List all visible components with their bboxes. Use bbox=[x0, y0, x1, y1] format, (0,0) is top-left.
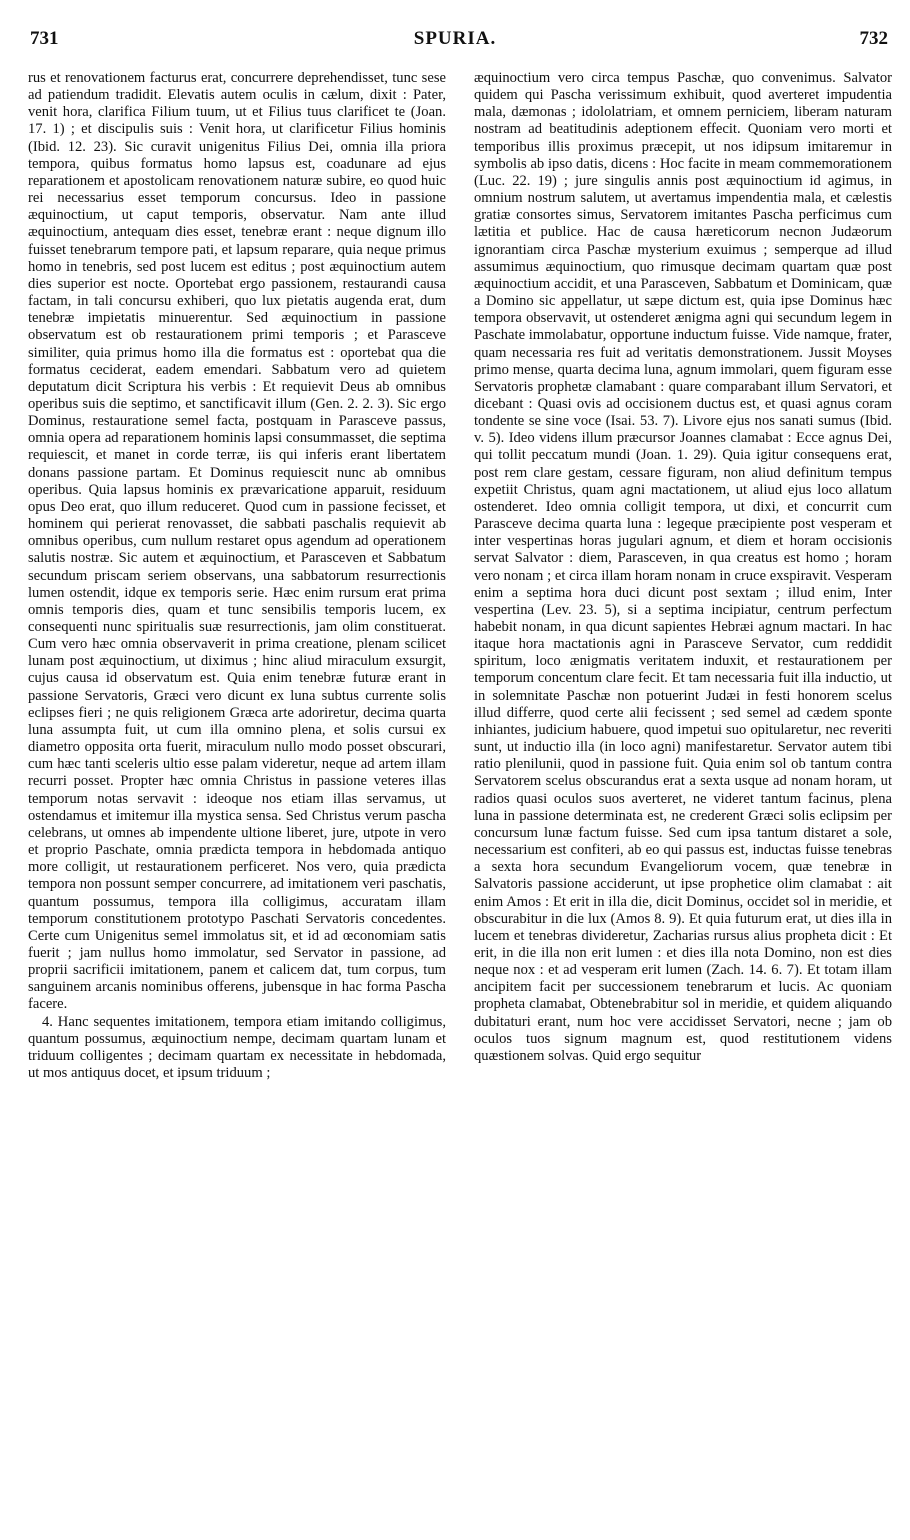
right-column bbox=[474, 70, 892, 1526]
page-number-left: 731 bbox=[30, 28, 59, 49]
running-title: SPURIA. bbox=[413, 28, 497, 49]
running-header bbox=[20, 10, 890, 49]
page-number-right: 732 bbox=[859, 28, 888, 49]
left-column bbox=[28, 70, 446, 1526]
column-gutter bbox=[455, 64, 456, 1526]
left-paragraph-2: 4. Hanc sequentes imitationem, tempora etiam imitando colligimus, quantum possumus, æquinoctium nempe, decimam quartam lunam et triduum colligentes ; decimam quartam ex necessitate in hebdomada, ut mos antiquus docet, et ipsum triduum ; bbox=[28, 1013, 446, 1082]
right-paragraph-1: æquinoctium vero circa tempus Paschæ, quo convenimus. Salvator quidem qui Pascha verissimum exhibuit, quod averteret impudentia mala, dæmonas ; idololatriam, et omnem perniciem, liberam naturam nostram ad beatitudinis adeptionem effecit. Quoniam vero morti et temporibus illis proximus præcepit, ut nos idipsum imitaremur in symbolis ab ipso datis, dicens : Hoc facite in meam commemorationem (Luc. 22. 19) ; jure singulis annis post æquinoctium id agimus, in omnium nostrum salutem, ut avertamus impendentia mala, et cælestis gratiæ consortes simus, Servatorem imitantes Pascha perficimus cum lætitia et publice. Hac de causa hæreticorum necnon Judæorum ignorantiam circa Paschæ mysterium exuimus ; semperque ad illud assumimus æquinoctium, quo rimusque decimam quartam quæ post æquinoctium accidit, et una Parasceven, Sabbatum et Dominicam, quæ a Domino sic appellatur, ut sæpe dictum est, quia ipse Dominus hæc tempora observavit, ut ostenderet ænigma agni qui secundum legem in Paschate immolabatur, opportune inductum fuisse. Vide namque, frater, quam necessaria res fuit ad veritatis demonstrationem. Jussit Moyses primo mense, quarta decima luna, agnum immolari, quem figuram esse Servatoris prophetæ clamabant : quare comparabant illum Servatori, et dicebant : Quasi ovis ad occisionem ductus est, et quasi agnus coram tondente se sine voce (Isai. 53. 7). Livore ejus nos sanati sumus (Ibid. v. 5). Ideo videns illum præcursor Joannes clamabat : Ecce agnus Dei, qui tollit peccatum mundi (Joan. 1. 29). Quia igitur consequens erat, post rem clare gestam, cessare figuram, non aliud definitum tempus expetiit Christus, quam agni mactationem, ut aliud ejus loco allatum ostenderet. Ideo omnia colligit tempora, ut dixi, et concurrit cum Parasceve decima quarta luna : legeque præcipiente post vesperam et inter vespertinas horas jugulari agnum, et diem et horam occisionis servat Salvator : diem, Parasceven, in qua creatus est homo ; horam vero nonam ; et circa illam horam nonam in cruce exspiravit. Vesperam enim a septima hora duci dicunt post sextam ; illud enim, Inter vespertina (Lev. 23. 5), si a septima incipiatur, centrum perfectum habebit nonam, in qua dicunt sapientes Hebræi agnum mactari. In hac itaque hora mactationis agni in Parasceve Servator, cum reddidit spiritum, loco ænigmatis veritatem induxit, et restaurationem per temporum concentum clare fecit. Et tam necessaria fuit illa inductio, ut in solemnitate Paschæ non potuerint Judæi in festi honorem scelus illud differre, quod certe alii fecissent ; sed semel ad cædem sponte inhiantes, judicium habuere, quod impetui suo opitularetur, nec reveriti sunt, ut inductio illa (in loco agni) manifestaretur. Servator autem tibi ratio plenilunii, quod in passione fuit. Quia enim sol ob tantum contra Servatorem scelus obscurandus erat a sexta usque ad nonam horam, ut radios quasi oculos suos averteret, ne videret tantum facinus, plena luna in passione determinata est, ne crederent Græci solis eclipsim per concursum lunæ factum fuisse. Sed cum ipsa tantum distaret a sole, necessarium est confiteri, ab eo qui passus est, inductas fuisse tenebras a sexta hora secundum Evangeliorum vocem, quæ tenebræ in Salvatoris passione acciderunt, ut ipse prophetice olim clamabat : ait enim Amos : Et erit in illa die, dicit Dominus, occidet sol in meridie, et obscurabitur in die lux (Amos 8. 9). Et quia futurum erat, ut dies illa in lucem et tenebras divideretur, Zacharias rursus alius propheta dicit : Et erit, in die illa non erit lumen : et dies illa nota Domino, non est dies neque nox : et ad vesperam erit lumen (Zach. 14. 6. 7). Et totam illam ancipitem facit per successionem tenebrarum et lucis. Ac quoniam propheta clamabat, Obtenebrabitur sol in meridie, et quidem aliquando dubitaturi erant, num hoc vere accidisset Servatori, necne ; jam ob oculos tuos signum magnum est, quod restitutionem videns quæstionem solvas. Quid ergo sequitur bbox=[474, 70, 892, 1064]
left-paragraph-1: rus et renovationem facturus erat, concurrere deprehendisset, tunc sese ad patiendum tradidit. Elevatis autem oculis in cælum, dixit : Pater, venit hora, clarifica Filium tuum, ut et Filius tuus clarificet te (Joan. 17. 1) ; et discipulis suis : Venit hora, ut clarificetur Filius hominis (Ibid. 12. 23). Sic curavit unigenitus Filius Dei, omnia illa priora tempora, quibus formatus homo lapsus est, coadunare ad ejus reparationem et apostolicam renovationem naturæ subire, eo quod huic rei necessarius esset temporum concursus. Ideo in passione æquinoctium, ut caput temporis, observatur. Nam ante illud æquinoctium, antequam dies esset, tenebræ erant : neque dignum illo fuisset tenebrarum tempore pati, et lapsum reparare, quia neque primus homo in tenebris, sed post lucem est editus ; post æquinoctium autem dies superior est nocte. Oportebat ergo passionem, restaurandi causa factam, in tali concursu exhiberi, quo lux pietatis augenda erat, dum tenebræ impietatis minuerentur. Sed æquinoctium in passione observatum est ob restaurationem primi temporis ; et Parasceve similiter, quia primus homo illa die formatus est : oportebat qua die formatus ceciderat, eadem emendari. Sabbatum vero ad quietem deputatum dicit Scriptura his verbis : Et requievit Deus ab omnibus operibus suis die septimo, et sanctificavit illum (Gen. 2. 2. 3). Sic ergo Dominus, restauratione semel facta, postquam in Parasceve passus, omnia opera ad reparationem hominis lapsi consummasset, die septima requiescit, et manet in corde terræ, iis qui inferis erant libertatem donans passione partam. Et Dominus requiescit nunc ab omnibus operibus. Quia lapsus hominis ex prævaricatione apparuit, residuum opus Deo erat, quo illum reduceret. Quod cum in passione fecisset, et hominem qui perierat renovasset, die sabbati paschalis requievit ab omnibus operibus, cum nullum restaret opus agendum ad operationem salutis nostræ. Sic autem et æquinoctium, et Parasceven et Sabbatum secundum priscam seriem observans, una sabbatorum resurrectionis lumen ostendit, idque ex temporis serie. Hæc enim rursum erat prima omnis temporis dies, quam et tunc sensibilis temporis lucem, ex consequenti nunc spiritualis suæ resurrectionis, jam olim constituerat. Cum vero hæc omnia observaverit in prima creatione, plenam scilicet lunam post æquinoctium, ut diximus ; hinc aliud miraculum exsurgit, cujus causa id observatum est. Quia enim tenebræ futuræ erant in passione Servatoris, Græci vero dicunt ex luna subtus currente solis eclipses fieri ; ne quis religionem Græca arte adoriretur, decima quarta luna assumpta fuit, ut cum illa omnino plena, et solis cursui ex diametro opposita orta fuerit, miraculum nullo modo posset obscurari, cum hæc tanti sceleris ultio esse palam videretur, neque ad artem illam recurri posset. Propter hæc omnia Christus in passione veteres illas temporum notas servavit : ideoque nos etiam illas servamus, ut ostendamus et imitemur illa mystica sensa. Sed Christus verum pascha celebrans, ut omnes ab impendente ultione liberet, jure, utpote in vero et proprio Paschate, omnia prædicta tempora in hebdomada antiquo more colligit, ut restaurationem perficeret. Nos vero, quia prædicta tempora non possunt semper concurrere, ad imitationem veri paschatis, quantum possumus, tempora illa colligimus, accuratam illam temporum constitutionem prototypo Paschati Servatoris concedentes. Certe cum Unigenitus semel immolatus sit, et id ad œconomiam satis fuerit ; jam nullus homo immolatur, sed Servator in passione, ad proprii sacrificii imitationem, panem et calicem dat, tum corpus, tum sanguinem arcanis nominibus offerens, jubensque in hac forma Pascha facere. bbox=[28, 70, 446, 1013]
